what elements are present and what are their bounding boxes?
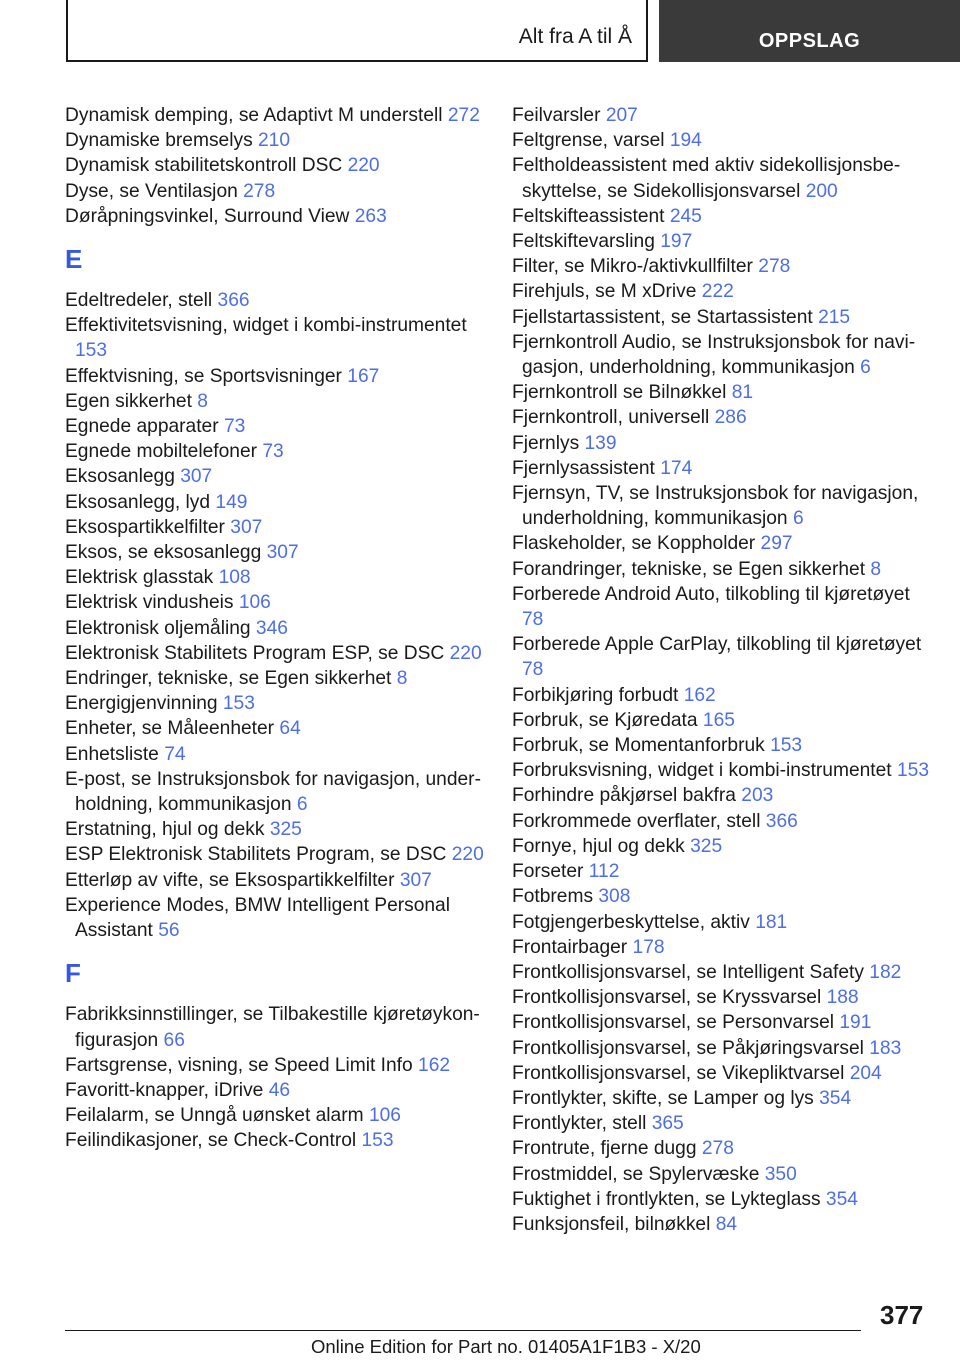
page-reference-link[interactable]: 78	[522, 609, 544, 631]
index-entry-text: Forbikjøring forbudt	[512, 684, 679, 706]
index-entry	[512, 229, 932, 254]
index-entry	[65, 1103, 485, 1128]
page-reference-link[interactable]: 354	[825, 1188, 858, 1210]
index-entry-text: Frontlykter, skifte, se Lamper og lys	[512, 1087, 814, 1109]
chapter-tab	[659, 0, 960, 62]
index-entry	[512, 305, 932, 330]
page-reference-link[interactable]: 188	[826, 987, 859, 1009]
index-entry	[512, 279, 932, 304]
index-entry-text: Dynamisk stabilitetskontroll DSC	[65, 155, 343, 177]
index-entry-text: Enhetsliste	[65, 743, 159, 765]
index-entry-text: Favoritt-knapper, iDrive	[65, 1079, 264, 1101]
index-entry-text: Forseter	[512, 861, 584, 883]
index-entry	[512, 1111, 932, 1136]
index-entry-text: Fotbrems	[512, 886, 594, 908]
index-entry	[512, 985, 932, 1010]
index-entry-text: Fjernlys	[512, 432, 580, 454]
page-reference-link[interactable]: 307	[399, 869, 432, 891]
index-entry	[512, 380, 932, 405]
index-entry	[65, 590, 485, 615]
index-entry	[65, 439, 485, 464]
index-entry-text: Funksjonsfeil, bilnøkkel	[512, 1213, 711, 1235]
index-entry-text: Feltgrense, varsel	[512, 130, 665, 152]
index-entry	[512, 1162, 932, 1187]
index-entry	[512, 1212, 932, 1237]
index-entry	[65, 641, 485, 666]
page-reference-link[interactable]: 194	[669, 130, 702, 152]
index-entry	[65, 817, 485, 842]
index-entry-text: Feilindikasjoner, se Check-Control	[65, 1130, 357, 1152]
index-entry	[65, 103, 485, 128]
index-entry-text: Filter, se Mikro-/aktivkullfilter	[512, 256, 753, 278]
index-entry	[512, 405, 932, 430]
index-entry	[65, 616, 485, 641]
index-entry-text: Erstatning, hjul og dekk	[65, 819, 265, 841]
index-entry-text: Effektvisning, se Sportsvisninger	[65, 365, 342, 387]
page-reference-link[interactable]: 112	[588, 861, 620, 883]
page-reference-link[interactable]: 263	[354, 205, 387, 227]
page-reference-link[interactable]: 162	[418, 1054, 451, 1076]
page-reference-link[interactable]: 78	[522, 659, 544, 681]
page-reference-link[interactable]: 6	[792, 508, 804, 530]
index-entry	[65, 666, 485, 691]
index-entry	[65, 515, 485, 540]
page-reference-link[interactable]: 153	[770, 735, 803, 757]
index-entry	[512, 859, 932, 884]
page-reference-link[interactable]: 220	[449, 642, 482, 664]
index-entry	[512, 758, 932, 783]
page-reference-link[interactable]: 350	[764, 1163, 797, 1185]
index-entry-text: Dynamiske bremselys	[65, 130, 253, 152]
index-entry	[65, 716, 485, 741]
index-entry	[512, 809, 932, 834]
index-entry-text: Fjernkontroll, universell	[512, 407, 710, 429]
section-title-box	[66, 0, 648, 62]
page-reference-link[interactable]: 165	[702, 709, 735, 731]
footer-divider	[65, 1330, 861, 1331]
page-reference-link[interactable]: 153	[222, 693, 255, 715]
index-entry-text: Forbruk, se Momentanforbruk	[512, 735, 765, 757]
page-reference-link[interactable]: 215	[818, 306, 851, 328]
index-entry	[512, 1061, 932, 1086]
index-entry	[65, 364, 485, 389]
index-column-left	[65, 103, 485, 1154]
index-column-right	[512, 103, 932, 1237]
page-reference-link[interactable]: 182	[869, 961, 902, 983]
index-entry	[512, 884, 932, 909]
index-entry	[65, 1002, 485, 1052]
index-entry	[65, 128, 485, 153]
index-entry	[512, 632, 932, 682]
index-entry-text: Frontlykter, stell	[512, 1113, 647, 1135]
index-entry	[512, 708, 932, 733]
index-entry-text: Døråpningsvinkel, Surround View	[65, 205, 350, 227]
chapter-title: OPPSLAG	[758, 29, 861, 52]
index-entry	[512, 330, 932, 380]
index-entry-text: Edeltredeler, stell	[65, 290, 213, 312]
page-reference-link[interactable]: 307	[230, 516, 263, 538]
index-entry	[65, 313, 485, 363]
page-reference-link[interactable]: 203	[741, 785, 774, 807]
page-reference-link[interactable]: 6	[860, 357, 871, 379]
page-reference-link[interactable]: 204	[849, 1062, 882, 1084]
index-entry	[65, 842, 485, 867]
page-reference-link[interactable]: 66	[163, 1029, 185, 1051]
page-reference-link[interactable]: 210	[258, 130, 291, 152]
index-entry-text: Egen sikkerhet	[65, 390, 192, 412]
index-entry-text: Feilvarsler	[512, 105, 601, 126]
index-entry-text: Fjernsyn, TV, se Instruksjonsbok for navigasjon, underholdning, kommunikasjon	[512, 483, 919, 530]
index-entry	[65, 153, 485, 178]
page-reference-link[interactable]: 307	[180, 466, 213, 488]
page-reference-link[interactable]: 153	[75, 340, 108, 362]
page-reference-link[interactable]: 8	[870, 558, 882, 580]
page-reference-link[interactable]: 64	[279, 718, 301, 740]
page-header	[0, 0, 960, 64]
page-reference-link[interactable]: 178	[632, 936, 665, 958]
index-entry	[512, 456, 932, 481]
index-entry	[65, 893, 485, 943]
page-reference-link[interactable]: 278	[701, 1138, 734, 1160]
index-entry	[512, 103, 932, 128]
index-entry	[512, 254, 932, 279]
page-reference-link[interactable]: 84	[715, 1213, 738, 1235]
index-entry	[512, 153, 932, 203]
index-entry	[65, 691, 485, 716]
index-entry-text: Forhindre påkjørsel bakfra	[512, 785, 736, 807]
index-entry-text: Forandringer, tekniske, se Egen sikkerhet	[512, 558, 866, 580]
index-entry	[512, 783, 932, 808]
index-entry	[512, 935, 932, 960]
index-entry	[512, 733, 932, 758]
index-entry-text: Fuktighet i frontlykten, se Lykteglass	[512, 1188, 821, 1210]
index-entry-text: Frontkollisjonsvarsel, se Påkjøringsvarsel	[512, 1037, 864, 1059]
index-entry	[65, 204, 485, 229]
page-reference-link[interactable]: 366	[765, 810, 798, 832]
page-reference-link[interactable]: 197	[660, 231, 693, 253]
page-reference-link[interactable]: 278	[758, 256, 791, 278]
page-reference-link[interactable]: 365	[651, 1113, 684, 1135]
index-entry-text: Fjernkontroll Audio, se Instruksjonsbok for navigasjon, underholdning, kommunikasjon	[512, 331, 916, 379]
index-entry	[512, 834, 932, 859]
index-entry-text: ESP Elektronisk Stabilitets Program, se DSC	[65, 844, 447, 866]
index-entry	[512, 481, 932, 531]
index-entry	[65, 414, 485, 439]
index-entry	[512, 1136, 932, 1161]
index-entry-text: Fjernlysassistent	[512, 457, 655, 479]
index-entry	[512, 1010, 932, 1035]
index-entry-text: Egnede mobiltelefoner	[65, 441, 258, 463]
index-entry-text: Eksosanlegg, lyd	[65, 491, 211, 513]
index-letter-heading: F	[65, 958, 81, 989]
index-entry-text: Frontairbager	[512, 936, 628, 958]
page-reference-link[interactable]: 56	[158, 920, 180, 942]
index-entry	[512, 910, 932, 935]
index-entry-text: Feilalarm, se Unngå uønsket alarm	[65, 1105, 364, 1127]
page-reference-link[interactable]: 108	[218, 567, 251, 589]
page-reference-link[interactable]: 181	[755, 911, 788, 933]
index-entry-text: Forbruksvisning, widget i kombi-instrumentet	[512, 760, 892, 782]
index-entry	[65, 1128, 485, 1153]
page-reference-link[interactable]: 149	[215, 491, 248, 513]
page-reference-link[interactable]: 245	[669, 205, 702, 227]
index-entry	[512, 582, 932, 632]
footer-edition-text: Online Edition for Part no. 01405A1F1B3 - X/20	[311, 1336, 701, 1357]
page-reference-link[interactable]: 325	[690, 835, 723, 857]
index-entry-text: Firehjuls, se M xDrive	[512, 281, 697, 303]
index-entry-text: Fjernkontroll se Bilnøkkel	[512, 382, 727, 404]
index-entry-text: Endringer, tekniske, se Egen sikkerhet	[65, 668, 392, 690]
index-entry-text: Feltskiftevarsling	[512, 231, 655, 253]
index-entry	[65, 1053, 485, 1078]
index-entry	[65, 565, 485, 590]
page-reference-link[interactable]: 200	[805, 180, 838, 202]
index-entry-text: Frostmiddel, se Spylervæske	[512, 1163, 760, 1185]
index-entry-text: Dyse, se Ventilasjon	[65, 180, 238, 202]
index-entry	[512, 1036, 932, 1061]
page-reference-link[interactable]: 106	[238, 592, 271, 614]
index-entry	[65, 389, 485, 414]
page-reference-link[interactable]: 183	[869, 1037, 902, 1059]
page-reference-link[interactable]: 278	[243, 180, 276, 202]
index-entry	[65, 288, 485, 313]
index-entry-text: Forberede Android Auto, tilkobling til kjøretøyet	[512, 583, 910, 605]
index-entry	[512, 431, 932, 456]
page-reference-link[interactable]: 272	[447, 105, 480, 126]
index-entry-text: Etterløp av vifte, se Eksospartikkelfilter	[65, 869, 395, 891]
index-entry-text: Eksosanlegg	[65, 466, 175, 488]
index-entry-text: Elektrisk vindusheis	[65, 592, 234, 614]
index-entry	[65, 742, 485, 767]
index-entry-text: Frontrute, fjerne dugg	[512, 1138, 697, 1160]
index-entry	[512, 557, 932, 582]
page-reference-link[interactable]: 222	[701, 281, 734, 303]
page-reference-link[interactable]: 297	[760, 533, 793, 555]
page-reference-link[interactable]: 6	[296, 794, 308, 816]
page-reference-link[interactable]: 354	[819, 1087, 852, 1109]
index-entry	[512, 204, 932, 229]
index-entry-text: Flaskeholder, se Koppholder	[512, 533, 756, 555]
index-entry-text: E-post, se Instruksjonsbok for navigasjon, underholdning, kommunikasjon	[65, 768, 481, 816]
index-entry-text: Experience Modes, BMW Intelligent Personal Assistant	[65, 894, 450, 942]
index-entry	[65, 1078, 485, 1103]
index-entry-text: Egnede apparater	[65, 416, 219, 438]
page-reference-link[interactable]: 46	[268, 1079, 291, 1101]
index-entry	[512, 683, 932, 708]
page-reference-link[interactable]: 220	[451, 844, 484, 866]
index-entry	[65, 490, 485, 515]
index-entry	[512, 960, 932, 985]
page-reference-link[interactable]: 366	[217, 290, 250, 312]
index-entry	[65, 767, 485, 817]
page-reference-link[interactable]: 8	[197, 390, 208, 412]
index-entry-text: Effektivitetsvisning, widget i kombi-instrumentet	[65, 315, 467, 337]
index-entry-text: Fornye, hjul og dekk	[512, 835, 685, 857]
page-number: 377	[880, 1300, 924, 1330]
index-entry	[65, 540, 485, 565]
page-reference-link[interactable]: 8	[396, 668, 408, 690]
page-reference-link[interactable]: 325	[269, 819, 302, 841]
page-reference-link[interactable]: 81	[731, 382, 754, 404]
page-reference-link[interactable]: 174	[660, 457, 693, 479]
section-title: Alt fra A til Å	[518, 25, 632, 48]
page-reference-link[interactable]: 162	[683, 684, 716, 706]
index-entry-text: Feltskifteassistent	[512, 205, 665, 227]
index-entry-text: Enheter, se Måleenheter	[65, 718, 275, 740]
page-reference-link[interactable]: 106	[368, 1105, 401, 1127]
index-entry	[512, 1187, 932, 1212]
index-entry-text: Feltholdeassistent med aktiv sidekollisjonsbeskyttelse, se Sidekollisjonsvarsel	[512, 155, 901, 202]
index-entry-text: Forbruk, se Kjøredata	[512, 709, 698, 731]
index-entry-text: Elektronisk Stabilitets Program ESP, se DSC	[65, 642, 445, 664]
index-entry	[512, 1086, 932, 1111]
index-entry-text: Fabrikksinnstillinger, se Tilbakestille kjøretøykonfigurasjon	[65, 1004, 480, 1051]
index-entry	[65, 868, 485, 893]
index-entry-text: Frontkollisjonsvarsel, se Personvarsel	[512, 1012, 835, 1034]
index-entry-text: Frontkollisjonsvarsel, se Kryssvarsel	[512, 987, 822, 1009]
page-reference-link[interactable]: 167	[347, 365, 380, 387]
page-reference-link[interactable]: 74	[164, 743, 186, 765]
page-reference-link[interactable]: 346	[255, 617, 288, 639]
page-reference-link[interactable]: 73	[262, 441, 284, 463]
index-entry-text: Frontkollisjonsvarsel, se Vikepliktvarsel	[512, 1062, 845, 1084]
index-entry-text: Dynamisk demping, se Adaptivt M understell	[65, 105, 443, 126]
page-reference-link[interactable]: 220	[347, 155, 380, 177]
index-entry-text: Elektronisk oljemåling	[65, 617, 251, 639]
index-entry	[512, 128, 932, 153]
page-reference-link[interactable]: 139	[584, 432, 617, 454]
index-letter-heading: E	[65, 244, 83, 275]
index-entry-text: Energigjenvinning	[65, 693, 218, 715]
page-reference-link[interactable]: 191	[839, 1012, 872, 1034]
page-reference-link[interactable]: 308	[598, 886, 631, 908]
page-reference-link[interactable]: 153	[896, 760, 929, 782]
index-entry-text: Forkrommede overflater, stell	[512, 810, 761, 832]
index-entry-text: Eksos, se eksosanlegg	[65, 542, 262, 564]
index-entry-text: Fotgjengerbeskyttelse, aktiv	[512, 911, 750, 933]
index-entry	[512, 531, 932, 556]
index-entry-text: Eksospartikkelfilter	[65, 516, 225, 538]
page-reference-link[interactable]: 286	[714, 407, 747, 429]
index-entry	[65, 464, 485, 489]
page-reference-link[interactable]: 207	[605, 105, 638, 126]
index-entry-text: Forberede Apple CarPlay, tilkobling til kjøretøyet	[512, 634, 922, 656]
index-entry-text: Elektrisk glasstak	[65, 567, 214, 589]
page-reference-link[interactable]: 73	[223, 416, 246, 438]
index-entry-text: Fjellstartassistent, se Startassistent	[512, 306, 813, 328]
index-entry-text: Frontkollisjonsvarsel, se Intelligent Safety	[512, 961, 864, 983]
page-reference-link[interactable]: 307	[266, 542, 299, 564]
page-reference-link[interactable]: 153	[361, 1130, 394, 1152]
index-entry-text: Fartsgrense, visning, se Speed Limit Info	[65, 1054, 413, 1076]
index-entry	[65, 179, 485, 204]
